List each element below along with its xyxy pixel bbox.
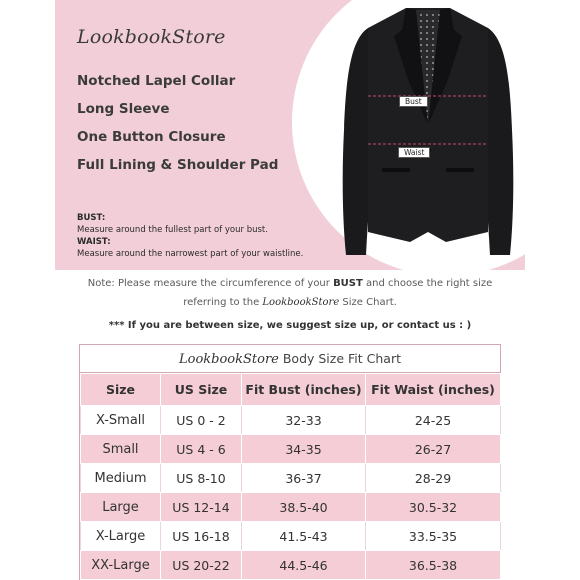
- size-chart-title: LookbookStore Body Size Fit Chart: [80, 345, 500, 373]
- bust-cell: 38.5-40: [242, 493, 366, 522]
- size-cell: Medium: [81, 464, 161, 493]
- waist-cell: 36.5-38: [366, 551, 501, 580]
- waist-heading: WAIST:: [77, 237, 111, 247]
- waist-cell: 26-27: [366, 435, 501, 464]
- size-cell: Small: [81, 435, 161, 464]
- bust-cell: 44.5-46: [242, 551, 366, 580]
- table-header-row: [81, 374, 501, 406]
- size-cell: Large: [81, 493, 161, 522]
- size-cell: X-Large: [81, 522, 161, 551]
- table-row: [81, 406, 501, 435]
- waist-instruction: Measure around the narrowest part of your waistline.: [77, 249, 304, 259]
- us-size-cell: US 4 - 6: [161, 435, 242, 464]
- column-header: Fit Waist (inches): [366, 374, 501, 406]
- size-chart: [79, 344, 501, 580]
- bust-cell: 34-35: [242, 435, 366, 464]
- feature-item: Long Sleeve: [77, 101, 170, 117]
- measurement-guide: [77, 212, 303, 260]
- us-size-cell: US 12-14: [161, 493, 242, 522]
- table-row: [81, 435, 501, 464]
- us-size-cell: US 16-18: [161, 522, 242, 551]
- measure-note-line2: referring to the LookbookStore Size Chart.: [183, 297, 397, 308]
- measure-note-line1: Note: Please measure the circumference of your BUST and choose the right size: [87, 278, 493, 289]
- table-row: [81, 493, 501, 522]
- blazer-image: [328, 0, 525, 265]
- size-advice: *** If you are between size, we suggest size up, or contact us : ): [108, 320, 472, 331]
- bust-cell: 41.5-43: [242, 522, 366, 551]
- bust-instruction: Measure around the fullest part of your bust.: [77, 225, 268, 235]
- bust-cell: 32-33: [242, 406, 366, 435]
- size-table: [80, 373, 501, 580]
- bust-label: Bust: [399, 96, 428, 107]
- hero-banner: [55, 0, 525, 270]
- us-size-cell: US 0 - 2: [161, 406, 242, 435]
- bust-cell: 36-37: [242, 464, 366, 493]
- feature-item: Full Lining & Shoulder Pad: [77, 157, 279, 173]
- bust-heading: BUST:: [77, 213, 106, 223]
- column-header: Fit Bust (inches): [242, 374, 366, 406]
- brand-inline: LookbookStore: [262, 297, 340, 308]
- size-cell: XX-Large: [81, 551, 161, 580]
- waist-cell: 30.5-32: [366, 493, 501, 522]
- waist-cell: 33.5-35: [366, 522, 501, 551]
- column-header: US Size: [161, 374, 242, 406]
- feature-item: Notched Lapel Collar: [77, 73, 236, 89]
- table-row: [81, 551, 501, 580]
- column-header: Size: [81, 374, 161, 406]
- waist-cell: 28-29: [366, 464, 501, 493]
- table-row: [81, 522, 501, 551]
- table-row: [81, 464, 501, 493]
- us-size-cell: US 8-10: [161, 464, 242, 493]
- waist-label: Waist: [398, 147, 430, 158]
- us-size-cell: US 20-22: [161, 551, 242, 580]
- bust-emphasis: BUST: [333, 278, 363, 289]
- waist-cell: 24-25: [366, 406, 501, 435]
- size-cell: X-Small: [81, 406, 161, 435]
- feature-list: [77, 72, 278, 184]
- feature-item: One Button Closure: [77, 129, 226, 145]
- brand-logo: LookbookStore: [77, 26, 226, 48]
